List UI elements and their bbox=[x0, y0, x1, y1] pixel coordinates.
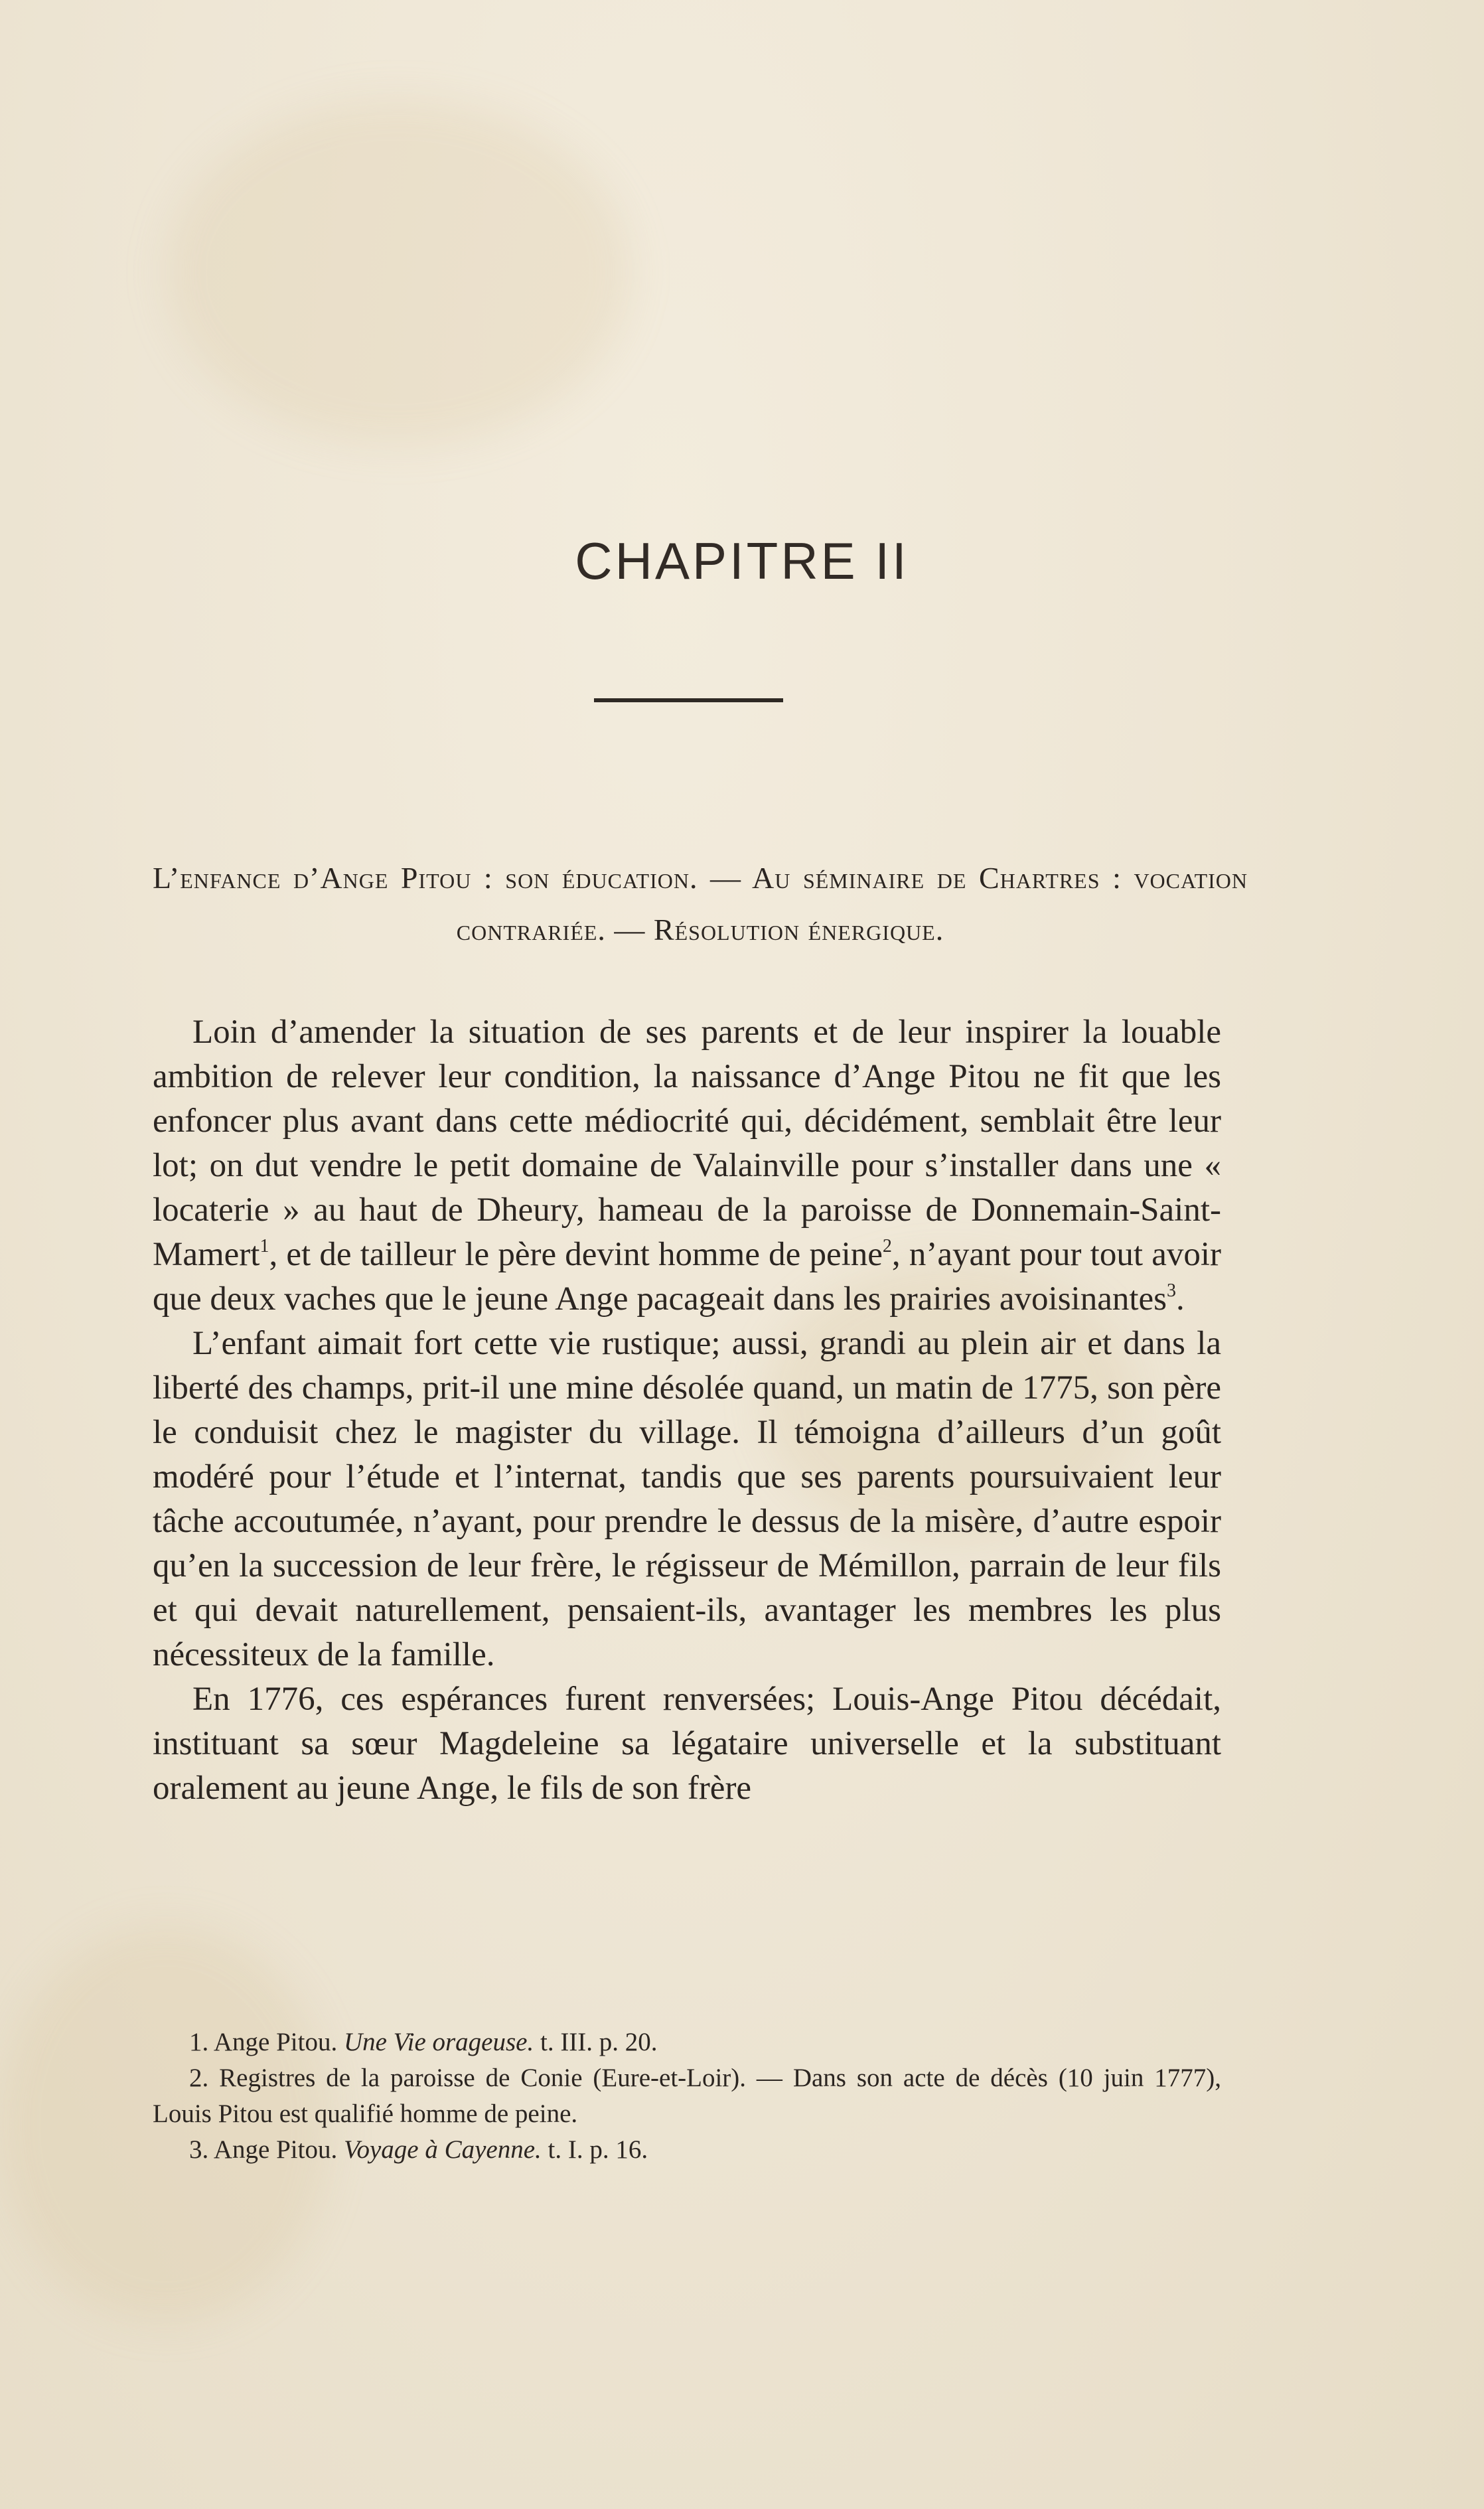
paragraph-text: , n’ayant pour tout avoir que deux vaches que le jeune Ange pacageait dans les prairies avoisinantes bbox=[153, 1236, 1221, 1318]
footnote bbox=[153, 2132, 1221, 2168]
footnote bbox=[153, 2024, 1221, 2060]
paragraph: L’enfant aimait fort cette vie rustique; aussi, grandi au plein air et dans la liberté des champs, prit-il une mine désolée quand, un matin de 1775, son père le conduisit chez le magister du village. Il témoigna d’ailleurs d’un goût modéré pour l’étude et l’internat, tandis que ses parents poursuivaient leur tâche accoutumée, n’ayant, pour prendre le dessus de la misère, d’autre espoir qu’en la succession de leur frère, le régisseur de Mémillon, parrain de leur fils et qui devait naturellement, pensaient-ils, avantager les membres les plus nécessiteux de la famille. bbox=[153, 1325, 1221, 1673]
footnote-reference: t. I. p. 16. bbox=[548, 2135, 648, 2164]
paragraph-text: , et de tailleur le père devint homme de peine bbox=[269, 1236, 883, 1273]
footnote-title: Voyage à Cayenne. bbox=[343, 2135, 542, 2164]
paragraph: En 1776, ces espérances furent renversées; Louis-Ange Pitou décédait, instituant sa sœur Magdeleine sa légataire universelle et la substituant oralement au jeune Ange, le fils de son frère bbox=[153, 1681, 1221, 1807]
paragraph-text: Loin d’amender la situation de ses parents et de leur inspirer la louable ambition de relever leur condition, la naissance d’Ange Pitou ne fit que les enfoncer plus avant dans cette médiocrité qui, décidément, semblait être leur lot; on dut vendre le petit domaine de Valainville pour s’installer dans une « locaterie » au haut de Dheury, hameau de la paroisse de Donnemain-Saint-Mamert bbox=[153, 1014, 1221, 1273]
footnote-title: Une Vie orageuse. bbox=[343, 2028, 534, 2056]
chapter-summary: L’enfance d’Ange Pitou : son éducation. — Au séminaire de Chartres : vocation contrariée. — Résolution énergique. bbox=[153, 861, 1248, 947]
body-text bbox=[153, 1010, 1221, 1811]
paragraph-text: . bbox=[1176, 1280, 1185, 1318]
footnote-ref: 1 bbox=[260, 1236, 269, 1256]
footnote-text: Registres de la paroisse de Conie (Eure-et-Loir). — Dans son acte de décès (10 juin 1777), Louis Pitou est qualifié homme de peine. bbox=[153, 2064, 1222, 2128]
footnote-number: 2. bbox=[189, 2064, 209, 2092]
footnote-number: 3. bbox=[189, 2135, 209, 2164]
footnotes bbox=[153, 2024, 1221, 2168]
footnote-number: 1. bbox=[189, 2028, 209, 2056]
chapter-divider bbox=[594, 698, 783, 702]
paper-stain bbox=[166, 100, 631, 445]
footnote-reference: t. III. p. 20. bbox=[540, 2028, 658, 2056]
footnote-author: Ange Pitou. bbox=[213, 2135, 338, 2164]
paragraph bbox=[153, 1010, 1221, 1322]
footnote bbox=[153, 2060, 1221, 2132]
footnote-ref: 3 bbox=[1167, 1280, 1177, 1301]
chapter-title: CHAPITRE II bbox=[575, 532, 909, 590]
footnote-author: Ange Pitou. bbox=[213, 2028, 338, 2056]
footnote-ref: 2 bbox=[882, 1236, 892, 1256]
